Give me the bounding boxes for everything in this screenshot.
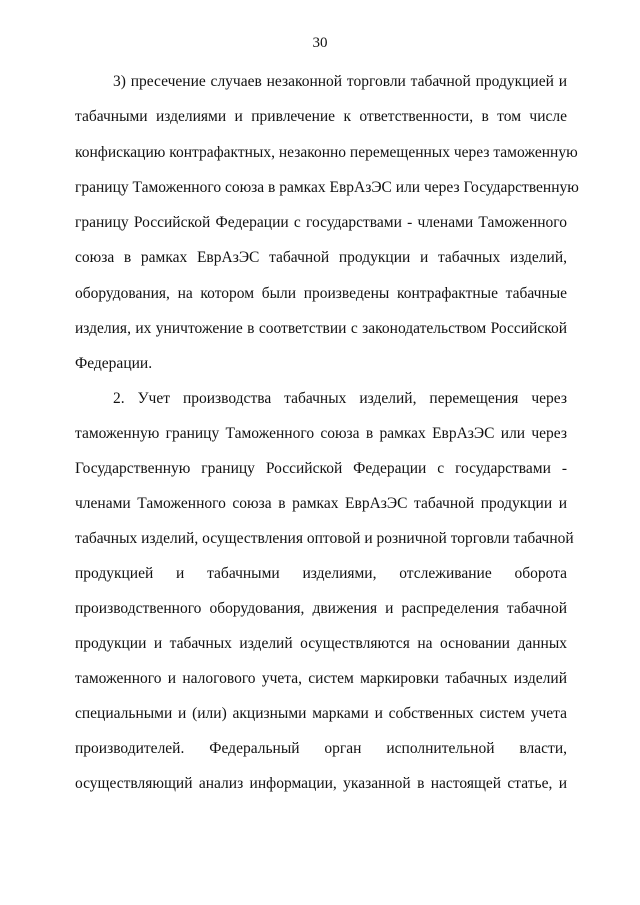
text-line: табачных изделий, осуществления оптовой и розничной торговли табачной: [75, 530, 574, 547]
text-line: осуществляющий анализ информации, указанной в настоящей статье, и: [75, 775, 567, 792]
text-line: таможенную границу Таможенного союза в рамках ЕврАзЭС или через: [75, 425, 567, 442]
text-line: продукции и табачных изделий осуществляются на основании данных: [75, 635, 567, 652]
text-line: 2. Учет производства табачных изделий, перемещения через: [113, 390, 567, 407]
text-line: оборудования, на котором были произведены контрафактные табачные: [75, 285, 567, 302]
text-line: союза в рамках ЕврАзЭС табачной продукции и табачных изделий,: [75, 249, 567, 266]
text-line: производственного оборудования, движения и распределения табачной: [75, 600, 567, 617]
text-line: таможенного и налогового учета, систем маркировки табачных изделий: [75, 670, 567, 687]
text-line: границу Российской Федерации с государствами - членами Таможенного: [75, 214, 567, 231]
text-line: границу Таможенного союза в рамках ЕврАзЭС или через Государственную: [75, 179, 579, 196]
text-line: продукцией и табачными изделиями, отслеживание оборота: [75, 565, 567, 582]
text-line: табачными изделиями и привлечение к ответственности, в том числе: [75, 108, 567, 125]
text-line: Государственную границу Российской Федерации с государствами -: [75, 460, 567, 477]
text-line: конфискацию контрафактных, незаконно перемещенных через таможенную: [75, 144, 578, 161]
text-line: Федерации.: [75, 355, 153, 372]
text-line: производителей. Федеральный орган исполнительной власти,: [75, 740, 567, 757]
text-line: членами Таможенного союза в рамках ЕврАзЭС табачной продукции и: [75, 495, 567, 512]
page-number: 30: [312, 35, 328, 51]
text-line: специальными и (или) акцизными марками и собственных систем учета: [75, 705, 567, 722]
text-line: 3) пресечение случаев незаконной торговли табачной продукцией и: [113, 73, 567, 90]
text-line: изделия, их уничтожение в соответствии с законодательством Российской: [75, 320, 567, 337]
